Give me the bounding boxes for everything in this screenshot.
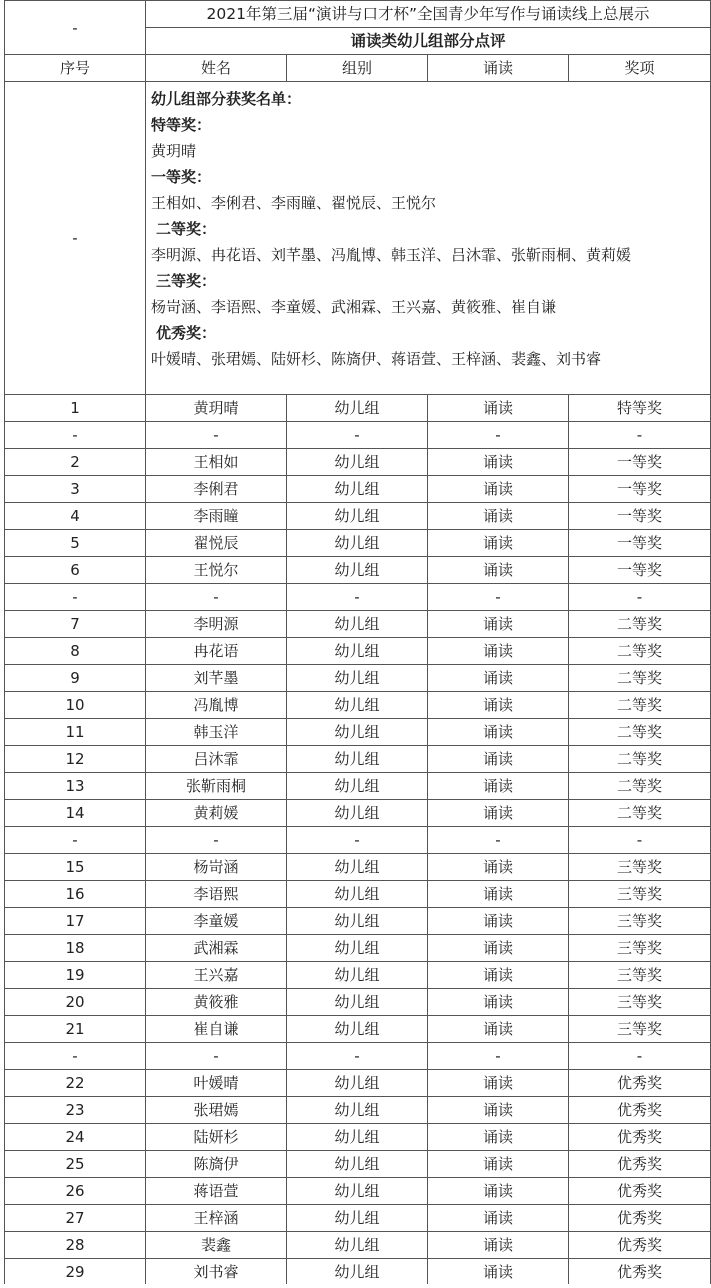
group-name-cell: 幼儿组 xyxy=(287,530,428,557)
group-name-cell: 幼儿组 xyxy=(287,935,428,962)
award-names: 黄玥晴 xyxy=(151,142,197,160)
row-index-cell: 10 xyxy=(5,692,146,719)
table-row xyxy=(5,638,711,665)
table-row xyxy=(5,746,711,773)
award-cell: 优秀奖 xyxy=(569,1097,711,1124)
student-name-cell: 韩玉洋 xyxy=(146,719,287,746)
table-row xyxy=(5,476,711,503)
row-index-cell: 1 xyxy=(5,395,146,422)
table-row xyxy=(5,773,711,800)
award-cell: 二等奖 xyxy=(569,746,711,773)
award-cell: 优秀奖 xyxy=(569,1232,711,1259)
category-cell: 诵读 xyxy=(428,773,569,800)
award-cell: 二等奖 xyxy=(569,800,711,827)
category-cell: 诵读 xyxy=(428,476,569,503)
table-row xyxy=(5,557,711,584)
award-names: 叶媛晴、张珺嫣、陆妍杉、陈旖伊、蒋语萱、王梓涵、裴鑫、刘书睿 xyxy=(151,350,602,368)
award-cell: 一等奖 xyxy=(569,530,711,557)
student-name-cell: - xyxy=(146,584,287,611)
row-index-cell: 14 xyxy=(5,800,146,827)
student-name-cell: 杨岢涵 xyxy=(146,854,287,881)
table-row xyxy=(5,665,711,692)
student-name-cell: 李俐君 xyxy=(146,476,287,503)
award-names: 杨岢涵、李语熙、李童媛、武湘霖、王兴嘉、黄筱雅、崔自谦 xyxy=(151,298,557,316)
student-name-cell: 王兴嘉 xyxy=(146,962,287,989)
group-name-cell: 幼儿组 xyxy=(287,1178,428,1205)
table-row xyxy=(5,827,711,854)
student-name-cell: 李雨瞳 xyxy=(146,503,287,530)
award-cell: 三等奖 xyxy=(569,962,711,989)
group-name-cell: 幼儿组 xyxy=(287,503,428,530)
row-index-cell: 4 xyxy=(5,503,146,530)
category-cell: 诵读 xyxy=(428,908,569,935)
student-name-cell: 李语熙 xyxy=(146,881,287,908)
column-header: 奖项 xyxy=(569,55,711,82)
table-row xyxy=(5,584,711,611)
group-name-cell: 幼儿组 xyxy=(287,1151,428,1178)
group-name-cell: 幼儿组 xyxy=(287,395,428,422)
group-name-cell: 幼儿组 xyxy=(287,746,428,773)
award-label: 二等奖： xyxy=(156,220,217,238)
row-index-cell: 11 xyxy=(5,719,146,746)
group-name-cell: 幼儿组 xyxy=(287,719,428,746)
awards-table xyxy=(4,0,711,1286)
student-name-cell: 王梓涵 xyxy=(146,1205,287,1232)
table-row xyxy=(5,422,711,449)
column-header: 序号 xyxy=(5,55,146,82)
row-index-cell: 21 xyxy=(5,1016,146,1043)
bottom-edge xyxy=(0,1284,711,1288)
category-cell: 诵读 xyxy=(428,1205,569,1232)
student-name-cell: 陆妍杉 xyxy=(146,1124,287,1151)
table-row xyxy=(5,1205,711,1232)
student-name-cell: 张靳雨桐 xyxy=(146,773,287,800)
award-cell: 一等奖 xyxy=(569,449,711,476)
group-name-cell: 幼儿组 xyxy=(287,692,428,719)
table-row xyxy=(5,719,711,746)
row-index-cell: 29 xyxy=(5,1259,146,1286)
award-cell: 三等奖 xyxy=(569,989,711,1016)
row-index-cell: 22 xyxy=(5,1070,146,1097)
award-cell: 优秀奖 xyxy=(569,1151,711,1178)
summary-heading: 幼儿组部分获奖名单： xyxy=(151,90,302,108)
table-row xyxy=(5,611,711,638)
category-cell: 诵读 xyxy=(428,395,569,422)
student-name-cell: - xyxy=(146,827,287,854)
student-name-cell: 王悦尔 xyxy=(146,557,287,584)
award-cell: 二等奖 xyxy=(569,692,711,719)
category-cell: 诵读 xyxy=(428,1178,569,1205)
row-index-cell: 13 xyxy=(5,773,146,800)
student-name-cell: 吕沐霏 xyxy=(146,746,287,773)
category-cell: 诵读 xyxy=(428,800,569,827)
category-cell: 诵读 xyxy=(428,611,569,638)
row-index-cell: 3 xyxy=(5,476,146,503)
group-name-cell: 幼儿组 xyxy=(287,773,428,800)
group-name-cell: 幼儿组 xyxy=(287,476,428,503)
group-name-cell: 幼儿组 xyxy=(287,854,428,881)
award-cell: 三等奖 xyxy=(569,935,711,962)
student-name-cell: 李童媛 xyxy=(146,908,287,935)
table-row xyxy=(5,989,711,1016)
table-row xyxy=(5,1124,711,1151)
award-cell: 二等奖 xyxy=(569,665,711,692)
award-cell: 三等奖 xyxy=(569,1016,711,1043)
category-cell: 诵读 xyxy=(428,503,569,530)
award-label: 一等奖： xyxy=(151,168,212,186)
row-index-cell: 27 xyxy=(5,1205,146,1232)
row-index-cell: 9 xyxy=(5,665,146,692)
category-cell: 诵读 xyxy=(428,1259,569,1286)
group-name-cell: 幼儿组 xyxy=(287,1259,428,1286)
award-cell: 三等奖 xyxy=(569,881,711,908)
group-name-cell: 幼儿组 xyxy=(287,881,428,908)
category-cell: 诵读 xyxy=(428,1070,569,1097)
row-index-cell: 28 xyxy=(5,1232,146,1259)
group-name-cell: 幼儿组 xyxy=(287,1016,428,1043)
category-cell: 诵读 xyxy=(428,449,569,476)
row-index-cell: 24 xyxy=(5,1124,146,1151)
row-index-cell: 26 xyxy=(5,1178,146,1205)
group-name-cell: 幼儿组 xyxy=(287,1232,428,1259)
category-cell: - xyxy=(428,422,569,449)
award-cell: 二等奖 xyxy=(569,611,711,638)
table-row xyxy=(5,530,711,557)
award-cell: 优秀奖 xyxy=(569,1070,711,1097)
summary-index: - xyxy=(5,82,146,395)
table-row xyxy=(5,449,711,476)
table-row xyxy=(5,1178,711,1205)
column-header-row xyxy=(5,55,711,82)
award-cell: 三等奖 xyxy=(569,908,711,935)
table-row xyxy=(5,908,711,935)
student-name-cell: 蒋语萱 xyxy=(146,1178,287,1205)
category-cell: - xyxy=(428,827,569,854)
group-name-cell: 幼儿组 xyxy=(287,1070,428,1097)
award-names: 王相如、李俐君、李雨瞳、翟悦辰、王悦尔 xyxy=(151,194,437,212)
row-index-cell: 16 xyxy=(5,881,146,908)
category-cell: 诵读 xyxy=(428,719,569,746)
table-row xyxy=(5,1070,711,1097)
category-cell: 诵读 xyxy=(428,665,569,692)
award-label: 三等奖： xyxy=(156,272,217,290)
row-index-cell: 5 xyxy=(5,530,146,557)
category-cell: 诵读 xyxy=(428,854,569,881)
student-name-cell: - xyxy=(146,422,287,449)
summary-list xyxy=(146,82,711,395)
table-row xyxy=(5,395,711,422)
table-row xyxy=(5,692,711,719)
student-name-cell: 陈旖伊 xyxy=(146,1151,287,1178)
award-cell: 二等奖 xyxy=(569,773,711,800)
table-row xyxy=(5,1259,711,1286)
student-name-cell: 刘芊墨 xyxy=(146,665,287,692)
title-row xyxy=(5,1,711,28)
student-name-cell: 冯胤博 xyxy=(146,692,287,719)
category-cell: 诵读 xyxy=(428,881,569,908)
category-cell: 诵读 xyxy=(428,1232,569,1259)
student-name-cell: 黄筱雅 xyxy=(146,989,287,1016)
award-cell: 优秀奖 xyxy=(569,1124,711,1151)
student-name-cell: 翟悦辰 xyxy=(146,530,287,557)
group-name-cell: 幼儿组 xyxy=(287,1124,428,1151)
table-title: 2021年第三届“演讲与口才杯”全国青少年写作与诵读线上总展示 xyxy=(146,1,711,28)
category-cell: 诵读 xyxy=(428,962,569,989)
group-name-cell: - xyxy=(287,827,428,854)
table-row xyxy=(5,935,711,962)
column-header: 诵读 xyxy=(428,55,569,82)
student-name-cell: 李明源 xyxy=(146,611,287,638)
row-index-cell: 7 xyxy=(5,611,146,638)
row-index-cell: - xyxy=(5,827,146,854)
student-name-cell: 武湘霖 xyxy=(146,935,287,962)
award-cell: 二等奖 xyxy=(569,719,711,746)
student-name-cell: 崔自谦 xyxy=(146,1016,287,1043)
category-cell: 诵读 xyxy=(428,530,569,557)
row-index-cell: 6 xyxy=(5,557,146,584)
student-name-cell: 黄玥晴 xyxy=(146,395,287,422)
row-index-cell: - xyxy=(5,1043,146,1070)
student-name-cell: 张珺嫣 xyxy=(146,1097,287,1124)
category-cell: 诵读 xyxy=(428,638,569,665)
column-header: 组别 xyxy=(287,55,428,82)
award-cell: - xyxy=(569,584,711,611)
corner-cell: - xyxy=(5,1,146,55)
category-cell: 诵读 xyxy=(428,557,569,584)
row-index-cell: 15 xyxy=(5,854,146,881)
summary-row xyxy=(5,82,711,395)
group-name-cell: 幼儿组 xyxy=(287,1097,428,1124)
table-row xyxy=(5,503,711,530)
row-index-cell: 25 xyxy=(5,1151,146,1178)
student-name-cell: 叶媛晴 xyxy=(146,1070,287,1097)
row-index-cell: 2 xyxy=(5,449,146,476)
award-label: 优秀奖： xyxy=(156,324,217,342)
award-cell: 三等奖 xyxy=(569,854,711,881)
row-index-cell: 20 xyxy=(5,989,146,1016)
category-cell: 诵读 xyxy=(428,1097,569,1124)
group-name-cell: 幼儿组 xyxy=(287,449,428,476)
category-cell: 诵读 xyxy=(428,1124,569,1151)
student-name-cell: 刘书睿 xyxy=(146,1259,287,1286)
table-row xyxy=(5,1232,711,1259)
category-cell: 诵读 xyxy=(428,746,569,773)
column-header: 姓名 xyxy=(146,55,287,82)
category-cell: - xyxy=(428,584,569,611)
row-index-cell: 12 xyxy=(5,746,146,773)
student-name-cell: - xyxy=(146,1043,287,1070)
table-row xyxy=(5,800,711,827)
table-subtitle: 诵读类幼儿组部分点评 xyxy=(146,28,711,55)
table-row xyxy=(5,1016,711,1043)
table-row xyxy=(5,962,711,989)
category-cell: 诵读 xyxy=(428,1151,569,1178)
row-index-cell: 8 xyxy=(5,638,146,665)
row-index-cell: - xyxy=(5,422,146,449)
category-cell: 诵读 xyxy=(428,935,569,962)
table-row xyxy=(5,1043,711,1070)
table-row xyxy=(5,881,711,908)
table-row xyxy=(5,854,711,881)
group-name-cell: 幼儿组 xyxy=(287,800,428,827)
student-name-cell: 黄莉媛 xyxy=(146,800,287,827)
award-cell: 优秀奖 xyxy=(569,1178,711,1205)
award-cell: 一等奖 xyxy=(569,557,711,584)
award-cell: - xyxy=(569,422,711,449)
award-label: 特等奖： xyxy=(151,116,212,134)
row-index-cell: 19 xyxy=(5,962,146,989)
award-cell: 特等奖 xyxy=(569,395,711,422)
group-name-cell: 幼儿组 xyxy=(287,989,428,1016)
table-row xyxy=(5,1151,711,1178)
category-cell: 诵读 xyxy=(428,692,569,719)
award-cell: 优秀奖 xyxy=(569,1259,711,1286)
award-names: 李明源、冉花语、刘芊墨、冯胤博、韩玉洋、吕沐霏、张靳雨桐、黄莉媛 xyxy=(151,246,632,264)
group-name-cell: 幼儿组 xyxy=(287,908,428,935)
row-index-cell: 18 xyxy=(5,935,146,962)
student-name-cell: 冉花语 xyxy=(146,638,287,665)
student-name-cell: 王相如 xyxy=(146,449,287,476)
category-cell: - xyxy=(428,1043,569,1070)
award-cell: 一等奖 xyxy=(569,476,711,503)
group-name-cell: - xyxy=(287,422,428,449)
award-cell: 二等奖 xyxy=(569,638,711,665)
group-name-cell: 幼儿组 xyxy=(287,1205,428,1232)
group-name-cell: - xyxy=(287,584,428,611)
group-name-cell: 幼儿组 xyxy=(287,557,428,584)
row-index-cell: 17 xyxy=(5,908,146,935)
award-cell: 一等奖 xyxy=(569,503,711,530)
category-cell: 诵读 xyxy=(428,989,569,1016)
group-name-cell: 幼儿组 xyxy=(287,962,428,989)
row-index-cell: - xyxy=(5,584,146,611)
group-name-cell: 幼儿组 xyxy=(287,611,428,638)
row-index-cell: 23 xyxy=(5,1097,146,1124)
award-cell: 优秀奖 xyxy=(569,1205,711,1232)
table-row xyxy=(5,1097,711,1124)
group-name-cell: 幼儿组 xyxy=(287,638,428,665)
group-name-cell: - xyxy=(287,1043,428,1070)
category-cell: 诵读 xyxy=(428,1016,569,1043)
award-cell: - xyxy=(569,1043,711,1070)
award-cell: - xyxy=(569,827,711,854)
group-name-cell: 幼儿组 xyxy=(287,665,428,692)
student-name-cell: 裴鑫 xyxy=(146,1232,287,1259)
